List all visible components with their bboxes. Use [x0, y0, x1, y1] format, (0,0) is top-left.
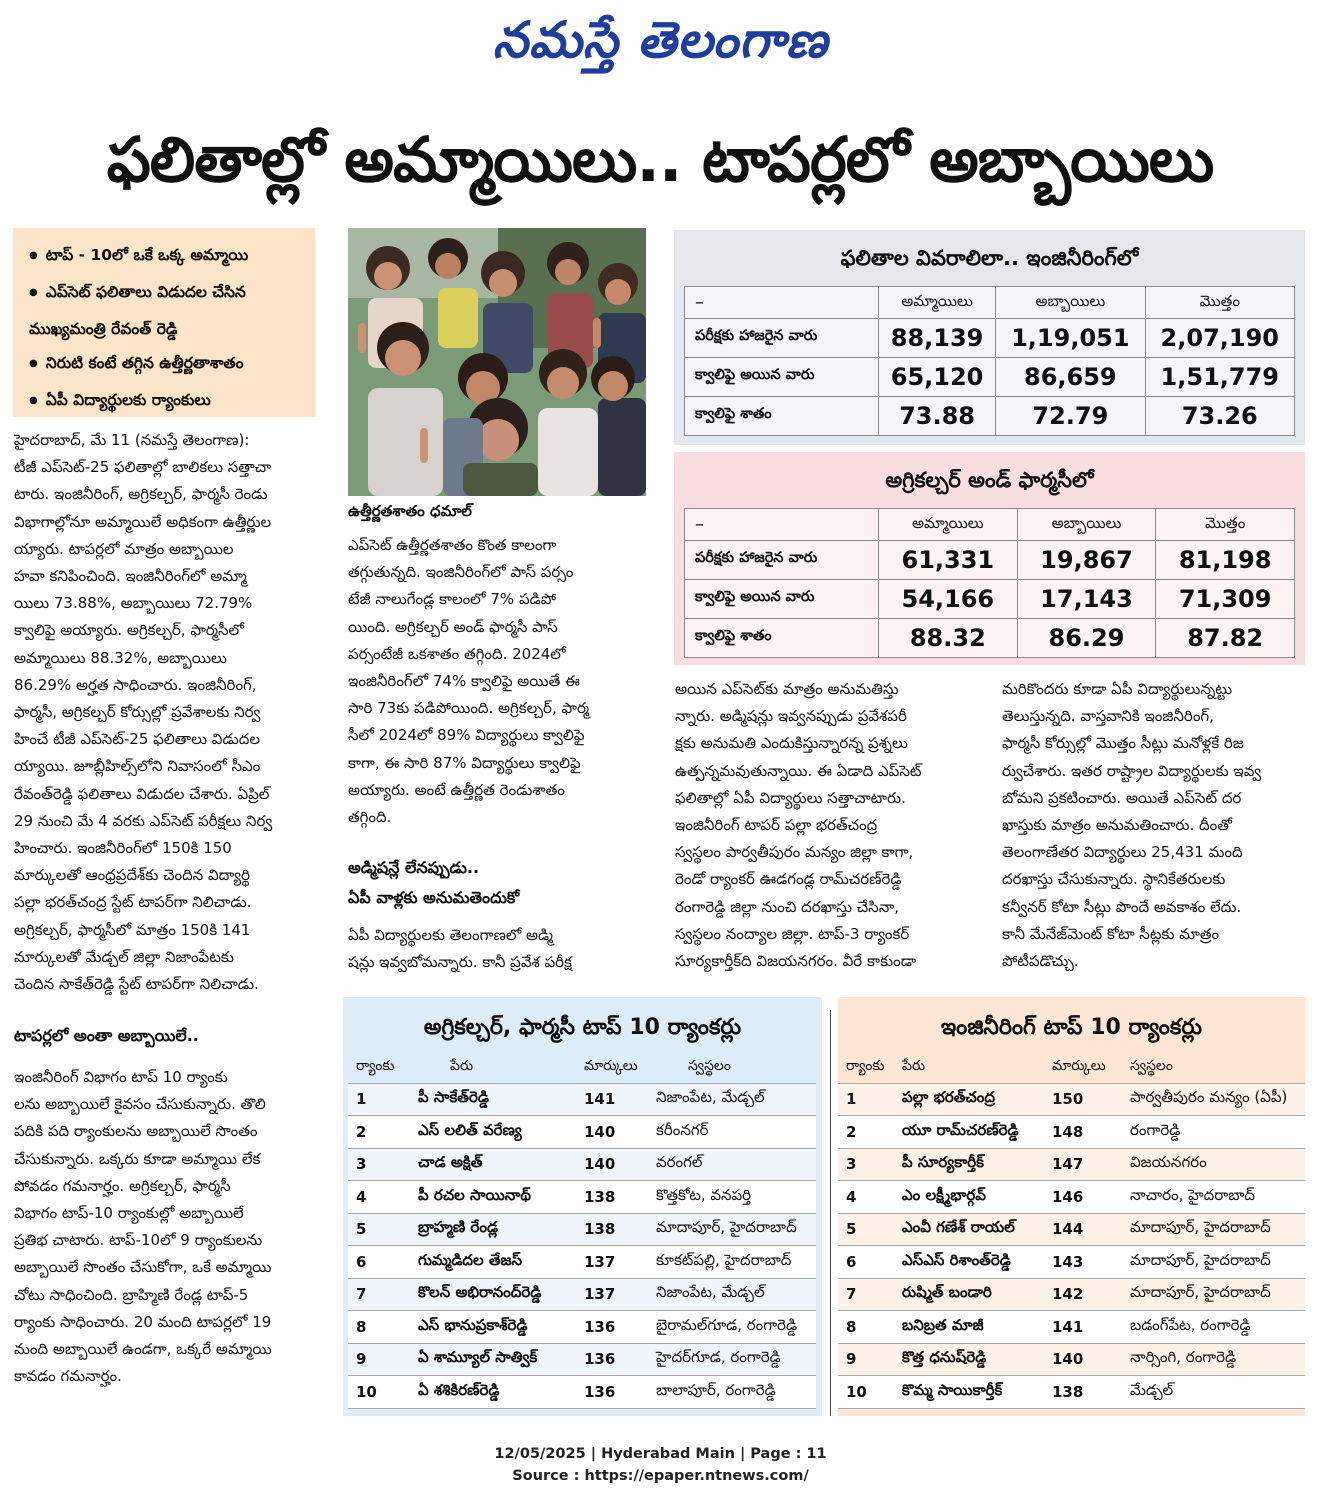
rank-cell: 2 [838, 1116, 894, 1149]
article-line: పోటీపడొచ్చు. [1002, 952, 1079, 971]
table-header-row [685, 287, 1295, 319]
marks-cell: 140 [576, 1116, 648, 1149]
marks-cell: 136 [576, 1376, 648, 1409]
article-line: కానీ మేనేజ్‌మెంట్ కోటా సీట్లకు మాత్రం [1002, 924, 1220, 943]
engineering-stats-title: ఫలితాల వివరాలిలా.. ఇంజినీరింగ్‌లో [840, 246, 1139, 270]
article-column-3 [675, 676, 975, 975]
place-cell: బడంగ్‌పేట, రంగారెడ్డి [1122, 1311, 1305, 1344]
table-row [838, 1116, 1305, 1149]
article-column-1 [14, 427, 316, 998]
table-header-cell: – [685, 287, 879, 319]
article-line: ఏపీ విద్యార్థులకు తెలంగాణలో అడ్మి [348, 926, 554, 944]
article-line: హించారు. ఇంజినీరింగ్‌లో 150కి 150 [14, 839, 232, 858]
name-cell: రుష్మిత్ బండారి [894, 1278, 1044, 1311]
name-cell: పల్లా భరత్‌చంద్ర [894, 1083, 1044, 1116]
article-line: తగ్గింది. [348, 808, 392, 827]
place-cell: బాలాపూర్, రంగారెడ్డి [648, 1376, 816, 1409]
rank-cell: 6 [838, 1246, 894, 1279]
article-line: సారి 73కు పడిపోయింది. అగ్రికల్చర్, ఫార్మ [348, 699, 590, 718]
table-header-cell: పేరు [894, 1053, 1044, 1083]
agri-stats-table [684, 508, 1295, 658]
marks-cell: 136 [576, 1311, 648, 1344]
marks-cell: 140 [1044, 1343, 1122, 1376]
rank-cell: 8 [348, 1311, 410, 1344]
table-cell: 81,198 [1156, 541, 1295, 580]
table-row [348, 1181, 816, 1214]
marks-cell: 138 [576, 1213, 648, 1246]
table-header-cell: అబ్బాయిలు [996, 287, 1145, 319]
marks-cell: 138 [576, 1181, 648, 1214]
highlight-item: ● ఎప్‌సెట్ ఫలితాలు విడుదల చేసిన [29, 275, 305, 312]
article-line: పోవడం గమనార్హం. అగ్రికల్చర్, ఫార్మసీ [14, 1176, 231, 1195]
table-header-cell: ర్యాంకు [348, 1053, 410, 1083]
article-line: హవా కనిపించింది. ఇంజినీరింగ్‌లో అమ్మా [14, 567, 247, 586]
agri-stats-box [674, 452, 1305, 665]
article-line: కన్వీనర్ కోటా సీట్లు పొందే అవకాశం లేదు. [1002, 897, 1242, 916]
table-header-cell: స్వస్థలం [648, 1053, 816, 1083]
table-row [838, 1213, 1305, 1246]
table-row [838, 1376, 1305, 1409]
name-cell: పీ సూర్యకార్తీక్ [894, 1148, 1044, 1181]
students-celebration-photo [348, 228, 646, 496]
row-label: క్వాలిఫై శాతం [685, 397, 879, 436]
section-subhead: అడ్మిషన్లే లేనప్పుడు.. [348, 858, 480, 877]
marks-cell: 140 [576, 1148, 648, 1181]
table-cell: 72.79 [996, 397, 1145, 436]
article-line: మరికొందరు కూడా ఏపీ విద్యార్థులున్నట్టు [1002, 680, 1233, 698]
article-line: మంది అబ్బాయిలే ఉండగా, ఒక్కరే అమ్మాయి [14, 1340, 272, 1359]
place-cell: నాచారం, హైదరాబాద్ [1122, 1181, 1305, 1214]
table-row [348, 1278, 816, 1311]
table-row [685, 358, 1295, 397]
name-cell: బ్రాహ్మణి రేండ్ల [410, 1213, 576, 1246]
table-cell: 19,867 [1017, 541, 1156, 580]
agri-rankers-box [343, 997, 822, 1416]
table-row [348, 1083, 816, 1116]
article-column-4 [1002, 676, 1305, 975]
rank-cell: 3 [348, 1148, 410, 1181]
highlight-item: ముఖ్యమంత్రి రేవంత్ రెడ్డి [29, 320, 178, 338]
table-row [685, 397, 1295, 436]
article-line: యింది. అగ్రికల్చర్ అండ్ ఫార్మసీ పాస్ [348, 617, 558, 636]
footer-source-link[interactable]: Source : https://epaper.ntnews.com/ [512, 1468, 809, 1484]
table-cell: 61,331 [879, 541, 1018, 580]
place-cell: బైరామల్‌గూడ, రంగారెడ్డి [648, 1311, 816, 1344]
article-line: న్నారు. అడ్మిషన్లు ఇవ్వనప్పుడు ప్రవేశపరీ [675, 707, 907, 726]
marks-cell: 147 [1044, 1148, 1122, 1181]
eng-rankers-box [838, 997, 1305, 1416]
row-label: పరీక్షకు హాజరైన వారు [685, 541, 879, 580]
article-line: అయిన ఎప్‌సెట్‌కు మాత్రం అనుమతిస్తు [675, 680, 899, 698]
table-cell: 73.26 [1145, 397, 1294, 436]
article-line: అయ్యారు. అంటే ఉత్తీర్ణత రెండుశాతం [348, 780, 565, 799]
table-header-cell: అమ్మాయిలు [879, 287, 996, 319]
marks-cell: 141 [576, 1083, 648, 1116]
name-cell: యూ రామ్‌చరణ్‌రెడ్డి [894, 1116, 1044, 1149]
article-line: సీలో 2024లో 89% విద్యార్థులు క్వాలిఫై [348, 726, 585, 745]
section-subhead: టాపర్లలో అంతా అబ్బాయిలే.. [14, 1026, 199, 1045]
article-line: ఇంజినీరింగ్ విభాగం టాప్ 10 ర్యాంకు [14, 1068, 228, 1086]
page-headline: ఫలితాల్లో అమ్మాయిలు.. టాపర్లలో అబ్బాయిలు [106, 123, 1214, 196]
table-cell: 17,143 [1017, 580, 1156, 619]
table-cell: 73.88 [879, 397, 996, 436]
table-header-row [685, 509, 1295, 541]
article-line: చేసుకున్నారు. ఒక్కరు కూడా అమ్మాయి లేక [14, 1149, 261, 1168]
table-row [838, 1083, 1305, 1116]
table-row [348, 1376, 816, 1409]
table-header-cell: మార్కులు [576, 1053, 648, 1083]
name-cell: ఏ శశికిరణ్‌రెడ్డి [410, 1376, 576, 1409]
article-line: తెలుస్తున్నది. వాస్తవానికి ఇంజినీరింగ్, [1002, 707, 1214, 726]
agri-stats-title: అగ్రికల్చర్ అండ్ ఫార్మసీలో [885, 468, 1094, 492]
rank-cell: 5 [838, 1213, 894, 1246]
table-row [685, 319, 1295, 358]
article-line: అమ్మాయిలు 88.32%, అబ్బాయిలు [14, 648, 227, 667]
masthead-logo: నమస్తే తెలంగాణ [492, 10, 829, 69]
article-line: ఇంజినీరింగ్‌లో 74% క్వాలిఫై అయితే ఈ [348, 672, 580, 691]
table-header-cell: మొత్తం [1156, 509, 1295, 541]
table-row [685, 541, 1295, 580]
place-cell: నిజాంపేట, మేడ్చల్ [648, 1278, 816, 1311]
table-header-cell: మార్కులు [1044, 1053, 1122, 1083]
place-cell: మాదాపూర్, హైదరాబాద్ [1122, 1246, 1305, 1279]
article-line: 29 నుంచి మే 4 వరకు ఎప్‌సెట్ పరీక్షలు నిర్వ [14, 811, 273, 830]
article-line: య్యాయి. జూబ్లీహిల్స్‌లోని నివాసంలో సీఎం [14, 757, 261, 776]
name-cell: ఎస్ లలిత్ వరేణ్య [410, 1116, 576, 1149]
name-cell: చాడ అక్షిత్ [410, 1148, 576, 1181]
article-line: దరఖాస్తు చేసుకున్నారు. స్థానికేతరులకు [1002, 870, 1226, 889]
place-cell: హైదర్‌గూడ, రంగారెడ్డి [648, 1343, 816, 1376]
rank-cell: 5 [348, 1213, 410, 1246]
table-cell: 2,07,190 [1145, 319, 1294, 358]
name-cell: కొత్త ధనుష్‌రెడ్డి [894, 1343, 1044, 1376]
article-line: క్షకు అనుమతి ఎందుకిస్తున్నారన్న ప్రశ్నలు [675, 734, 908, 753]
table-row [685, 619, 1295, 658]
article-line: ర్యాంకు సాధించారు. 20 మంది టాపర్లలో 19 [14, 1312, 272, 1331]
place-cell: మాదాపూర్, హైదరాబాద్ [1122, 1278, 1305, 1311]
table-header-row [838, 1053, 1305, 1083]
highlight-item: ● నిరుటి కంటే తగ్గిన ఉత్తీర్ణతాశాతం [29, 346, 305, 383]
highlight-item: ● ఏపీ విద్యార్థులకు ర్యాంకులు [29, 383, 305, 420]
article-line: రెండో ర్యాంకర్ ఊడగండ్ల రామ్‌చరణ్‌రెడ్డి [675, 870, 902, 889]
rank-cell: 2 [348, 1116, 410, 1149]
table-cell: 86,659 [996, 358, 1145, 397]
place-cell: మాదాపూర్, హైదరాబాద్ [1122, 1213, 1305, 1246]
article-line: చెందిన సాకేత్‌రెడ్డి స్టేట్ టాపర్‌గా నిలిచాడు. [14, 975, 259, 994]
article-line: కావడం గమనార్హం. [14, 1367, 122, 1386]
table-row [348, 1246, 816, 1279]
article-column-1b [14, 1064, 316, 1390]
article-line: య్యారు. టాపర్లలో మాత్రం అబ్బాయిల [14, 539, 234, 558]
name-cell: పీ రచల సాయినాథ్ [410, 1181, 576, 1214]
rank-cell: 4 [838, 1181, 894, 1214]
article-line: 86.29% అర్హత సాధించారు. ఇంజినీరింగ్, [14, 675, 257, 694]
row-label: క్వాలిఫై అయిన వారు [685, 580, 879, 619]
name-cell: గుమ్మడిదల తేజస్ [410, 1246, 576, 1279]
article-line: ఫార్మసీ, అగ్రికల్చర్ కోర్సుల్లో ప్రవేశాలకు నిర్వ [14, 703, 261, 722]
name-cell: బనిబ్రత మాజీ [894, 1311, 1044, 1344]
article-line: విభాగాల్లోనూ అమ్మాయిలే అధికంగా ఉత్తీర్ణుల [14, 512, 272, 531]
table-row [348, 1116, 816, 1149]
place-cell: కరీంనగర్ [648, 1116, 816, 1149]
table-header-row [348, 1053, 816, 1083]
place-cell: వరంగల్ [648, 1148, 816, 1181]
place-cell: విజయనగరం [1122, 1148, 1305, 1181]
name-cell: ఎం లక్ష్మీభార్గవ్ [894, 1181, 1044, 1214]
article-line: హైదరాబాద్, మే 11 (నమస్తే తెలంగాణ): [14, 431, 250, 449]
article-column-2b [348, 922, 646, 976]
table-cell: 65,120 [879, 358, 996, 397]
table-row [685, 580, 1295, 619]
name-cell: ఎస్ఎస్ రిశాంత్‌రెడ్డి [894, 1246, 1044, 1279]
rank-cell: 7 [838, 1278, 894, 1311]
article-line: సూర్యకార్తీక్‌ది విజయనగరం. వీరే కాకుండా [675, 952, 916, 971]
article-line: విభాగం టాప్-10 ర్యాంకుల్లో అబ్బాయిలే [14, 1204, 244, 1223]
agri-rankers-title: అగ్రికల్చర్, ఫార్మసీ టాప్ 10 ర్యాంకర్లు [423, 1015, 742, 1040]
rank-cell: 3 [838, 1148, 894, 1181]
table-header-cell: – [685, 509, 879, 541]
place-cell: కూకట్‌పల్లి, హైదరాబాద్ [648, 1246, 816, 1279]
article-line: తగ్గుతున్నది. ఇంజినీరింగ్‌లో పాస్ పర్సం [348, 563, 574, 582]
rank-cell: 7 [348, 1278, 410, 1311]
marks-cell: 150 [1044, 1083, 1122, 1116]
place-cell: మాదాపూర్, హైదరాబాద్ [648, 1213, 816, 1246]
table-header-cell: మొత్తం [1145, 287, 1294, 319]
article-line: చోటు సాధించింది. బ్రాహ్మిణి రేండ్ల టాప్-5 [14, 1285, 249, 1304]
name-cell: పీ సాకేత్‌రెడ్డి [410, 1083, 576, 1116]
table-row [838, 1311, 1305, 1344]
eng-rankers-table [838, 1053, 1305, 1409]
marks-cell: 136 [576, 1343, 648, 1376]
table-header-cell: అమ్మాయిలు [879, 509, 1018, 541]
article-line: స్వస్థలం పార్వతీపురం మన్యం జిల్లా కాగా, [675, 843, 914, 862]
place-cell: నార్సింగి, రంగారెడ్డి [1122, 1343, 1305, 1376]
table-row [348, 1311, 816, 1344]
place-cell: రంగారెడ్డి [1122, 1116, 1305, 1149]
table-row [838, 1278, 1305, 1311]
marks-cell: 141 [1044, 1311, 1122, 1344]
article-line: ర్వుచేశారు. ఇతర రాష్ట్రాల విద్యార్థులకు ఇవ్వ [1002, 761, 1262, 780]
article-line: బోమని ప్రకటించారు. అయితే ఎప్‌సెట్ దర [1002, 788, 1242, 807]
article-line: మార్కులతో ఆంధ్రప్రదేశ్‌కు చెందిన విద్యార్థి [14, 866, 250, 885]
rank-cell: 1 [838, 1083, 894, 1116]
article-line: లను అబ్బాయిలే కైవసం చేసుకున్నారు. తొలి [14, 1095, 266, 1114]
marks-cell: 137 [576, 1278, 648, 1311]
agri-rankers-table [348, 1053, 816, 1409]
table-cell: 86.29 [1017, 619, 1156, 658]
article-line: ఎప్‌సెట్ ఉత్తీర్ణతశాతం కొంత కాలంగా [348, 536, 557, 554]
article-line: హించే టీజీ ఎప్‌సెట్-25 ఫలితాలు విడుదల [14, 730, 260, 749]
article-line: తెలంగాణేతర విద్యార్థులు 25,431 మంది [1002, 843, 1243, 862]
rank-cell: 8 [838, 1311, 894, 1344]
article-line: ఖాస్తుకు మాత్రం అనుమతించారు. దీంతో [1002, 816, 1232, 835]
article-line: స్వస్థలం నంద్యాల జిల్లా. టాప్-3 ర్యాంకర్ [675, 924, 910, 943]
table-cell: 54,166 [879, 580, 1018, 619]
article-line: టారు. ఇంజినీరింగ్, అగ్రికల్చర్, ఫార్మసీ రెండు [14, 485, 268, 504]
table-row [838, 1148, 1305, 1181]
row-label: పరీక్షకు హాజరైన వారు [685, 319, 879, 358]
rank-cell: 1 [348, 1083, 410, 1116]
table-row [838, 1246, 1305, 1279]
name-cell: కొలన్ అభిరానంద్‌రెడ్డి [410, 1278, 576, 1311]
table-header-cell: అబ్బాయిలు [1017, 509, 1156, 541]
table-cell: 1,51,779 [1145, 358, 1294, 397]
rank-cell: 4 [348, 1181, 410, 1214]
place-cell: మేడ్చల్ [1122, 1376, 1305, 1409]
marks-cell: 148 [1044, 1116, 1122, 1149]
article-line: అబ్బాయిలే సొంతం చేసుకోగా, ఒకే అమ్మాయి [14, 1258, 272, 1277]
marks-cell: 142 [1044, 1278, 1122, 1311]
article-line: అగ్రికల్చర్, ఫార్మసీలో మాత్రం 150కి 141 [14, 920, 251, 939]
table-cell: 87.82 [1156, 619, 1295, 658]
article-line: పర్సంటేజీ ఒకశాతం తగ్గింది. 2024లో [348, 644, 566, 663]
marks-cell: 138 [1044, 1376, 1122, 1409]
article-line: ఉత్పన్నమవుతున్నాయి. ఈ ఏడాది ఎప్‌సెట్ [675, 761, 922, 780]
table-header-cell: పేరు [410, 1053, 576, 1083]
photo-caption: ఉత్తీర్ణతశాతం ధమాల్ [348, 502, 472, 520]
table-header-cell: ర్యాంకు [838, 1053, 894, 1083]
eng-rankers-title: ఇంజినీరింగ్ టాప్ 10 ర్యాంకర్లు [941, 1015, 1202, 1040]
marks-cell: 143 [1044, 1246, 1122, 1279]
place-cell: నిజాంపేట, మేడ్చల్ [648, 1083, 816, 1116]
article-line: ఫలితాల్లో ఏపీ విద్యార్థులు సత్తాచాటారు. [675, 788, 906, 807]
table-cell: 71,309 [1156, 580, 1295, 619]
article-line: క్వాలిఫై అయ్యారు. అగ్రికల్చర్, ఫార్మసీలో [14, 621, 244, 640]
article-line: టీజీ ఎప్‌సెట్-25 ఫలితాల్లో బాలికలు సత్తాచా [14, 458, 272, 477]
marks-cell: 144 [1044, 1213, 1122, 1246]
highlights-box [13, 228, 315, 417]
table-row [348, 1343, 816, 1376]
engineering-stats-table [684, 286, 1295, 436]
name-cell: ఎంవీ గణేశ్ రాయల్ [894, 1213, 1044, 1246]
table-row [838, 1343, 1305, 1376]
rank-cell: 9 [838, 1343, 894, 1376]
rank-cell: 6 [348, 1246, 410, 1279]
name-cell: ఎస్ భానుప్రకాశ్‌రెడ్డి [410, 1311, 576, 1344]
table-cell: 88.32 [879, 619, 1018, 658]
article-line: ఫార్మసీ కోర్సుల్లో మొత్తం సీట్లు మనోళ్లకే రిజ [1002, 734, 1244, 753]
table-row [348, 1148, 816, 1181]
engineering-stats-box [674, 230, 1305, 445]
article-line: టేజీ నాలుగేండ్ల కాలంలో 7% పడిపో [348, 590, 556, 609]
table-cell: 1,19,051 [996, 319, 1145, 358]
marks-cell: 146 [1044, 1181, 1122, 1214]
footer-date-page: 12/05/2025 | Hyderabad Main | Page : 11 [494, 1446, 827, 1462]
article-line: షన్లు ఇవ్వబోమన్నారు. కానీ ప్రవేశ పరీక్ష [348, 953, 572, 972]
article-line: పల్లా భరత్‌చంద్ర స్టేట్ టాపర్‌గా నిలిచాడు. [14, 893, 252, 912]
row-label: క్వాలిఫై శాతం [685, 619, 879, 658]
rank-cell: 10 [838, 1376, 894, 1409]
table-cell: 88,139 [879, 319, 996, 358]
table-row [348, 1213, 816, 1246]
highlight-item: ● టాప్ - 10లో ఒకే ఒక్క అమ్మాయి [29, 238, 305, 275]
column-divider [830, 1010, 831, 1416]
article-line: యిలు 73.88%, అబ్బాయిలు 72.79% [14, 594, 253, 613]
place-cell: కొత్తకోట, వనపర్తి [648, 1181, 816, 1214]
rank-cell: 10 [348, 1376, 410, 1409]
section-subhead: ఏపీ వాళ్లకు అనుమతెందుకో [348, 888, 520, 907]
name-cell: ఏ శామ్యూల్ సాత్విక్ [410, 1343, 576, 1376]
article-column-2 [348, 532, 646, 831]
article-line: ప్రతిభ చాటారు. టాప్-10లో 9 ర్యాంకులను [14, 1231, 263, 1250]
article-line: పదికి పది ర్యాంకులను అబ్బాయిలే సొంతం [14, 1122, 258, 1141]
article-line: రంగారెడ్డి జిల్లా నుంచి దరఖాస్తు చేసినా, [675, 897, 900, 916]
row-label: క్వాలిఫై అయిన వారు [685, 358, 879, 397]
article-line: రేవంత్‌రెడ్డి ఫలితాలు విడుదల చేశారు. ఏప్రిల్ [14, 784, 270, 803]
table-header-cell: స్వస్థలం [1122, 1053, 1305, 1083]
article-line: ఇంజినీరింగ్ టాపర్ పల్లా భరత్‌చంద్ర [675, 816, 878, 835]
name-cell: కొమ్మ సాయికార్తీక్ [894, 1376, 1044, 1409]
rank-cell: 9 [348, 1343, 410, 1376]
place-cell: పార్వతీపురం మన్యం (ఏపీ) [1122, 1083, 1305, 1116]
table-row [838, 1181, 1305, 1214]
article-line: కాగా, ఈ సారి 87% విద్యార్థులు క్వాలిఫై [348, 753, 581, 772]
marks-cell: 137 [576, 1246, 648, 1279]
article-line: మార్కులతో మేడ్చల్ జిల్లా నిజాంపేటకు [14, 947, 234, 966]
